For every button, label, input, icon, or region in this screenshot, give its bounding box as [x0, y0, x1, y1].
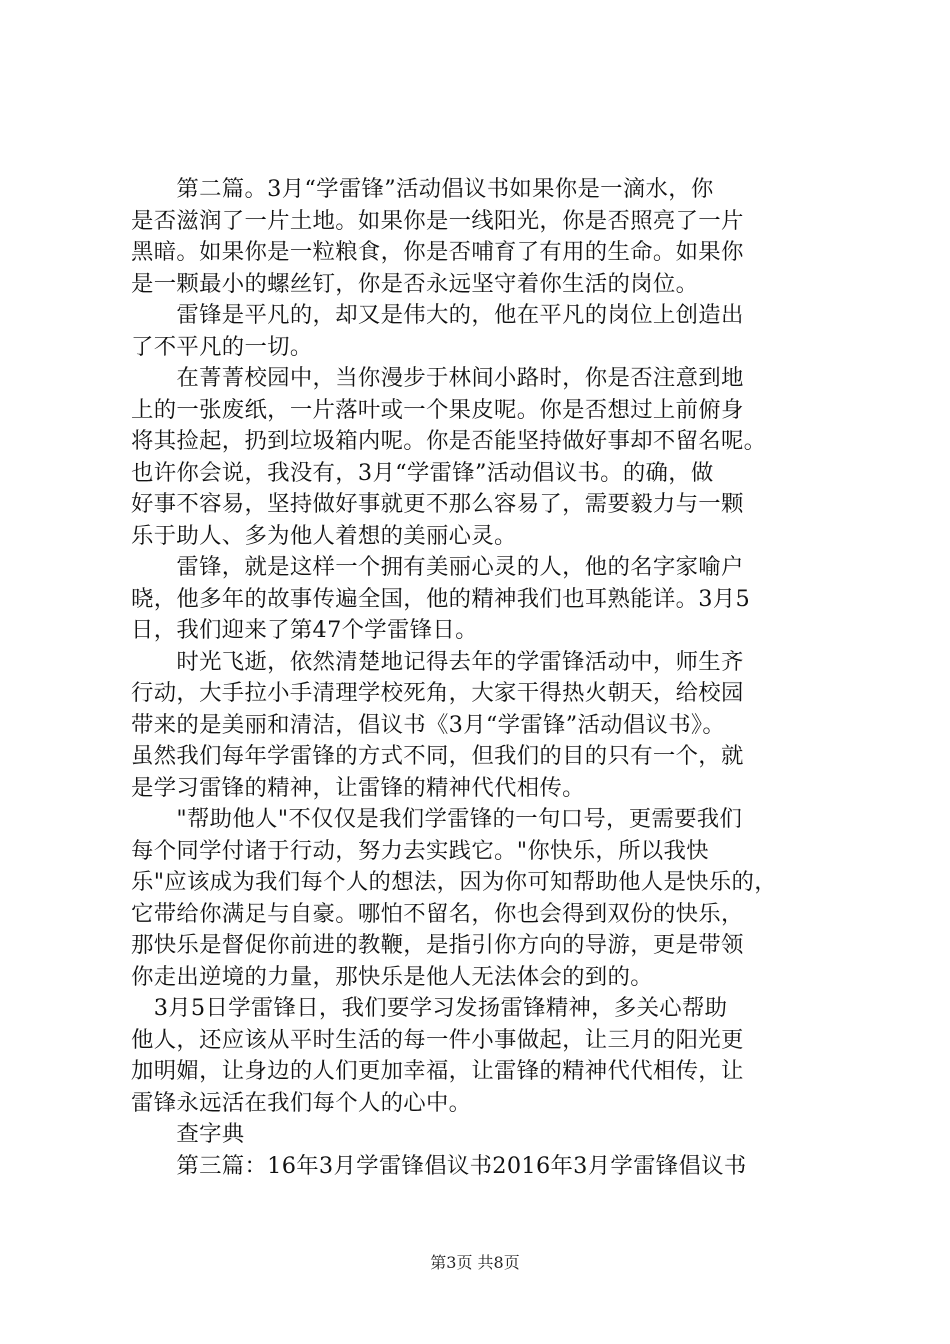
text-line: 上的一张废纸，一片落叶或一个果皮呢。你是否想过上前俯身: [131, 396, 744, 423]
paragraph: [131, 300, 831, 363]
paragraph: [131, 993, 831, 1119]
paragraph: [131, 1151, 831, 1183]
paragraph: [131, 363, 831, 552]
paragraph: [131, 174, 831, 300]
text-line: 晓，他多年的故事传遍全国，他的精神我们也耳熟能详。3月5: [131, 585, 751, 612]
text-line: 时光飞逝，依然清楚地记得去年的学雷锋活动中，师生齐: [131, 648, 744, 675]
paragraph: [131, 804, 831, 993]
text-line: 在菁菁校园中，当你漫步于林间小路时，你是否注意到地: [131, 365, 744, 391]
text-line: 是学习雷锋的精神，让雷锋的精神代代相传。: [131, 774, 585, 801]
text-line: 带来的是美丽和清洁，倡议书《3月“学雷锋”活动倡议书》。: [131, 711, 726, 738]
text-line: 将其捡起，扔到垃圾箱内呢。你是否能坚持做好事却不留名呢。: [131, 428, 767, 454]
text-line: 好事不容易，坚持做好事就更不那么容易了，需要毅力与一颗: [131, 491, 744, 517]
text-line: 3月5日学雷锋日，我们要学习发扬雷锋精神，多关心帮助: [131, 995, 728, 1021]
paragraph: [131, 1119, 831, 1151]
text-line: 第三篇：16年3月学雷锋倡议书2016年3月学雷锋倡议书: [131, 1152, 747, 1179]
text-line: 雷锋永远活在我们每个人的心中。: [131, 1089, 472, 1116]
text-line: 你走出逆境的力量，那快乐是他人无法体会的到的。: [131, 963, 653, 990]
text-line: 乐"应该成为我们每个人的想法，因为你可知帮助他人是快乐的，: [131, 869, 777, 895]
text-line: 虽然我们每年学雷锋的方式不同，但我们的目的只有一个，就: [131, 743, 744, 769]
document-body: [131, 174, 831, 1182]
text-line: 是一颗最小的螺丝钉，你是否永远坚守着你生活的岗位。: [131, 270, 699, 297]
page-footer: 第3页 共8页: [430, 1253, 520, 1272]
text-line: 了不平凡的一切。: [131, 333, 313, 360]
text-line: 查字典: [131, 1121, 245, 1147]
text-line: 第二篇。3月“学雷锋”活动倡议书如果你是一滴水，你: [131, 176, 714, 202]
text-line: 是否滋润了一片土地。如果你是一线阳光，你是否照亮了一片: [131, 207, 744, 234]
text-line: 它带给你满足与自豪。哪怕不留名，你也会得到双份的快乐，: [131, 900, 744, 927]
text-line: 加明媚，让身边的人们更加幸福，让雷锋的精神代代相传，让: [131, 1058, 744, 1084]
text-line: 雷锋是平凡的，却又是伟大的，他在平凡的岗位上创造出: [131, 302, 744, 328]
text-line: 他人，还应该从平时生活的每一件小事做起，让三月的阳光更: [131, 1026, 744, 1053]
text-line: 每个同学付诸于行动，努力去实践它。"你快乐，所以我快: [131, 837, 709, 864]
paragraph: [131, 647, 831, 805]
text-line: 那快乐是督促你前进的教鞭，是指引你方向的导游，更是带领: [131, 932, 744, 958]
text-line: 行动，大手拉小手清理学校死角，大家干得热火朝天，给校园: [131, 680, 744, 706]
text-line: 日，我们迎来了第47个学雷锋日。: [131, 617, 478, 643]
text-line: 也许你会说，我没有，3月“学雷锋”活动倡议书。的确，做: [131, 459, 714, 486]
text-line: 乐于助人、多为他人着想的美丽心灵。: [131, 522, 517, 549]
text-line: 黑暗。如果你是一粒粮食，你是否哺育了有用的生命。如果你: [131, 239, 744, 265]
text-line: 雷锋，就是这样一个拥有美丽心灵的人，他的名字家喻户: [131, 554, 744, 580]
paragraph: [131, 552, 831, 647]
text-line: "帮助他人"不仅仅是我们学雷锋的一句口号，更需要我们: [131, 806, 743, 832]
